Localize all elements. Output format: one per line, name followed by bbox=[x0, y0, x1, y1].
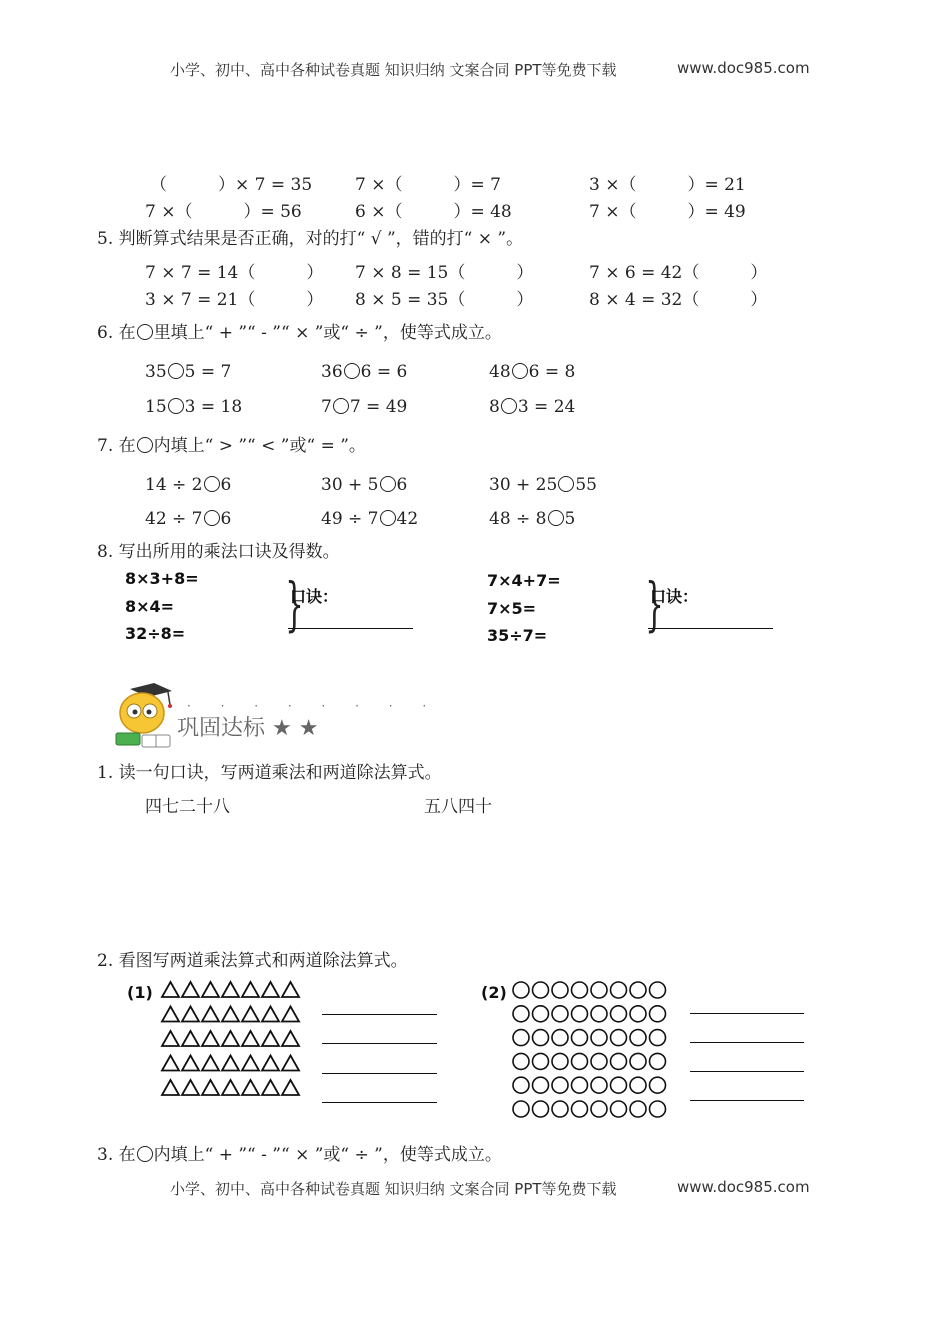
q7-item-2: 30 + 5 6 bbox=[321, 475, 408, 495]
circle-shape bbox=[650, 1101, 666, 1117]
circle-shape bbox=[591, 982, 607, 998]
triangle-shape bbox=[202, 1031, 219, 1046]
header-title: 小学、初中、高中各种试卷真题 知识归纳 文案合同 PPT等免费下载 bbox=[170, 61, 617, 79]
answer-line[interactable] bbox=[288, 628, 413, 629]
circle-icon bbox=[137, 437, 153, 453]
q7-item-1: 14 ÷ 2 6 bbox=[145, 475, 232, 495]
q8-right-1: 7×4+7= bbox=[487, 571, 561, 590]
star-icon: ★ ★ bbox=[272, 716, 319, 741]
triangle-shape bbox=[202, 1080, 219, 1095]
circle-shape bbox=[572, 1053, 588, 1069]
circle-shape bbox=[630, 1006, 646, 1022]
q6-item-4: 15 3 = 18 bbox=[145, 397, 243, 417]
circle-shape bbox=[630, 1077, 646, 1093]
p3-title: 3. 在 内填上“ + ”“ - ”“ × ”或“ ÷ ”，使等式成立。 bbox=[97, 1145, 502, 1165]
circle-shape bbox=[611, 1053, 627, 1069]
triangle-shape bbox=[242, 1056, 259, 1071]
q6-item-2: 36 6 = 6 bbox=[321, 362, 408, 382]
triangle-shape bbox=[282, 1007, 299, 1022]
q7-item-6: 48 ÷ 8 5 bbox=[489, 509, 576, 529]
circle-shape bbox=[552, 1077, 568, 1093]
circle-shape bbox=[513, 982, 529, 998]
triangle-shape bbox=[282, 1080, 299, 1095]
answer-line[interactable] bbox=[322, 1102, 437, 1103]
answer-circle[interactable] bbox=[333, 398, 349, 414]
triangle-shape bbox=[162, 1080, 179, 1095]
circle-shape bbox=[552, 1053, 568, 1069]
triangle-shape bbox=[222, 982, 239, 997]
q5-title: 5. 判断算式结果是否正确，对的打“ √ ”，错的打“ × ”。 bbox=[97, 229, 524, 249]
q5-item-3: 7 × 6 = 42（ ） bbox=[589, 263, 768, 283]
triangle-shape bbox=[182, 1056, 199, 1071]
triangle-shape bbox=[182, 1031, 199, 1046]
answer-line[interactable] bbox=[648, 628, 773, 629]
triangle-shape bbox=[182, 1080, 199, 1095]
triangle-shape bbox=[262, 1080, 279, 1095]
q5-item-4: 3 × 7 = 21（ ） bbox=[145, 290, 324, 310]
triangle-shape bbox=[202, 982, 219, 997]
p2-label-1: (1) bbox=[127, 983, 153, 1002]
circle-shape bbox=[533, 1101, 549, 1117]
answer-circle[interactable] bbox=[168, 363, 184, 379]
circle-shape bbox=[533, 1030, 549, 1046]
circle-shape bbox=[513, 1006, 529, 1022]
circle-shape bbox=[591, 1053, 607, 1069]
circle-shape bbox=[513, 1101, 529, 1117]
triangle-shape bbox=[222, 1031, 239, 1046]
circle-shape bbox=[630, 1101, 646, 1117]
header-url: www.doc985.com bbox=[677, 59, 810, 77]
circle-shape bbox=[533, 982, 549, 998]
circle-shape bbox=[591, 1030, 607, 1046]
q6-item-3: 48 6 = 8 bbox=[489, 362, 576, 382]
answer-circle[interactable] bbox=[558, 476, 574, 492]
triangle-grid bbox=[160, 979, 305, 1099]
answer-circle[interactable] bbox=[380, 476, 396, 492]
p1-item-2: 五八四十 bbox=[424, 797, 492, 817]
triangle-shape bbox=[162, 1031, 179, 1046]
triangle-shape bbox=[242, 1031, 259, 1046]
triangle-shape bbox=[202, 1056, 219, 1071]
circle-shape bbox=[552, 982, 568, 998]
circle-shape bbox=[513, 1053, 529, 1069]
triangle-shape bbox=[282, 982, 299, 997]
circle-shape bbox=[572, 1101, 588, 1117]
q8-left-1: 8×3+8= bbox=[125, 569, 199, 588]
circle-shape bbox=[591, 1006, 607, 1022]
answer-circle[interactable] bbox=[548, 510, 564, 526]
triangle-shape bbox=[182, 1007, 199, 1022]
q6-item-1: 35 5 = 7 bbox=[145, 362, 232, 382]
fill-in-2-1: 7 ×（ ）= 56 bbox=[145, 202, 302, 222]
p1-item-1: 四七二十八 bbox=[145, 797, 230, 817]
circle-icon bbox=[137, 324, 153, 340]
answer-circle[interactable] bbox=[204, 510, 220, 526]
p2-label-2: (2) bbox=[481, 983, 507, 1002]
q8-right-3: 35÷7= bbox=[487, 626, 548, 645]
circle-shape bbox=[611, 1030, 627, 1046]
q7-item-5: 49 ÷ 7 42 bbox=[321, 509, 419, 529]
circle-shape bbox=[650, 1053, 666, 1069]
circle-shape bbox=[572, 1006, 588, 1022]
triangle-shape bbox=[262, 1007, 279, 1022]
triangle-shape bbox=[242, 982, 259, 997]
fill-in-2-2: 6 ×（ ）= 48 bbox=[355, 202, 512, 222]
circle-shape bbox=[650, 1030, 666, 1046]
q5-item-1: 7 × 7 = 14（ ） bbox=[145, 263, 324, 283]
answer-line[interactable] bbox=[690, 1013, 804, 1014]
q5-item-2: 7 × 8 = 15（ ） bbox=[355, 263, 534, 283]
footer-title: 小学、初中、高中各种试卷真题 知识归纳 文案合同 PPT等免费下载 bbox=[170, 1180, 617, 1198]
q6-title: 6. 在 里填上“ + ”“ - ”“ × ”或“ ÷ ”，使等式成立。 bbox=[97, 323, 502, 343]
answer-line[interactable] bbox=[322, 1043, 437, 1044]
circle-shape bbox=[572, 1077, 588, 1093]
circle-shape bbox=[533, 1077, 549, 1093]
answer-line[interactable] bbox=[322, 1073, 437, 1074]
circle-shape bbox=[591, 1077, 607, 1093]
q6-item-6: 8 3 = 24 bbox=[489, 397, 576, 417]
q5-item-5: 8 × 5 = 35（ ） bbox=[355, 290, 534, 310]
triangle-shape bbox=[162, 1056, 179, 1071]
circle-shape bbox=[552, 1030, 568, 1046]
answer-circle[interactable] bbox=[512, 363, 528, 379]
brace-icon: } bbox=[285, 570, 304, 638]
circle-grid bbox=[511, 979, 676, 1121]
triangle-shape bbox=[242, 1080, 259, 1095]
triangle-shape bbox=[262, 982, 279, 997]
answer-circle[interactable] bbox=[344, 363, 360, 379]
triangle-shape bbox=[282, 1056, 299, 1071]
triangle-shape bbox=[182, 982, 199, 997]
q8-label-left: 口诀： bbox=[290, 587, 339, 606]
q8-left-3: 32÷8= bbox=[125, 624, 186, 643]
q5-item-6: 8 × 4 = 32（ ） bbox=[589, 290, 768, 310]
q8-title: 8. 写出所用的乘法口诀及得数。 bbox=[97, 542, 340, 562]
circle-shape bbox=[572, 1030, 588, 1046]
triangle-shape bbox=[162, 982, 179, 997]
triangle-shape bbox=[262, 1056, 279, 1071]
fill-in-1-1: （ ）× 7 = 35 bbox=[150, 175, 313, 195]
answer-line[interactable] bbox=[322, 1014, 437, 1015]
triangle-shape bbox=[282, 1031, 299, 1046]
circle-shape bbox=[572, 982, 588, 998]
triangle-shape bbox=[262, 1031, 279, 1046]
q8-right-2: 7×5= bbox=[487, 599, 537, 618]
fill-in-2-3: 7 ×（ ）= 49 bbox=[589, 202, 746, 222]
triangle-shape bbox=[242, 1007, 259, 1022]
circle-shape bbox=[533, 1053, 549, 1069]
q7-item-4: 42 ÷ 7 6 bbox=[145, 509, 232, 529]
q6-item-5: 7 7 = 49 bbox=[321, 397, 408, 417]
q7-title: 7. 在 内填上“ > ”“ < ”或“ = ”。 bbox=[97, 436, 366, 456]
circle-shape bbox=[591, 1101, 607, 1117]
circle-shape bbox=[611, 1006, 627, 1022]
answer-circle[interactable] bbox=[204, 476, 220, 492]
circle-icon bbox=[137, 1146, 153, 1162]
q8-label-right: 口诀： bbox=[650, 587, 699, 606]
p2-title: 2. 看图写两道乘法算式和两道除法算式。 bbox=[97, 951, 408, 971]
circle-shape bbox=[533, 1006, 549, 1022]
answer-circle[interactable] bbox=[168, 398, 184, 414]
p1-title: 1. 读一句口诀，写两道乘法和两道除法算式。 bbox=[97, 763, 442, 783]
circle-shape bbox=[513, 1030, 529, 1046]
fill-in-1-3: 3 ×（ ）= 21 bbox=[589, 175, 746, 195]
q7-item-3: 30 + 25 55 bbox=[489, 475, 597, 495]
circle-shape bbox=[611, 1077, 627, 1093]
answer-line[interactable] bbox=[690, 1100, 804, 1101]
circle-shape bbox=[650, 982, 666, 998]
circle-shape bbox=[552, 1101, 568, 1117]
footer-url: www.doc985.com bbox=[677, 1178, 810, 1196]
section-title: 巩固达标 ★ ★ bbox=[177, 716, 319, 741]
answer-line[interactable] bbox=[690, 1071, 804, 1072]
triangle-shape bbox=[222, 1056, 239, 1071]
answer-line[interactable] bbox=[690, 1042, 804, 1043]
circle-shape bbox=[611, 982, 627, 998]
circle-shape bbox=[513, 1077, 529, 1093]
triangle-shape bbox=[222, 1007, 239, 1022]
q8-left-2: 8×4= bbox=[125, 597, 175, 616]
fill-in-1-2: 7 ×（ ）= 7 bbox=[355, 175, 501, 195]
triangle-shape bbox=[162, 1007, 179, 1022]
circle-shape bbox=[552, 1006, 568, 1022]
brace-icon: } bbox=[645, 570, 664, 638]
circle-shape bbox=[650, 1006, 666, 1022]
banner-dots: · · · · · · · · bbox=[187, 699, 440, 713]
circle-shape bbox=[611, 1101, 627, 1117]
circle-shape bbox=[650, 1077, 666, 1093]
triangle-shape bbox=[202, 1007, 219, 1022]
answer-circle[interactable] bbox=[501, 398, 517, 414]
mascot-icon bbox=[110, 683, 180, 751]
circle-shape bbox=[630, 1030, 646, 1046]
triangle-shape bbox=[222, 1080, 239, 1095]
answer-circle[interactable] bbox=[380, 510, 396, 526]
circle-shape bbox=[630, 982, 646, 998]
circle-shape bbox=[630, 1053, 646, 1069]
